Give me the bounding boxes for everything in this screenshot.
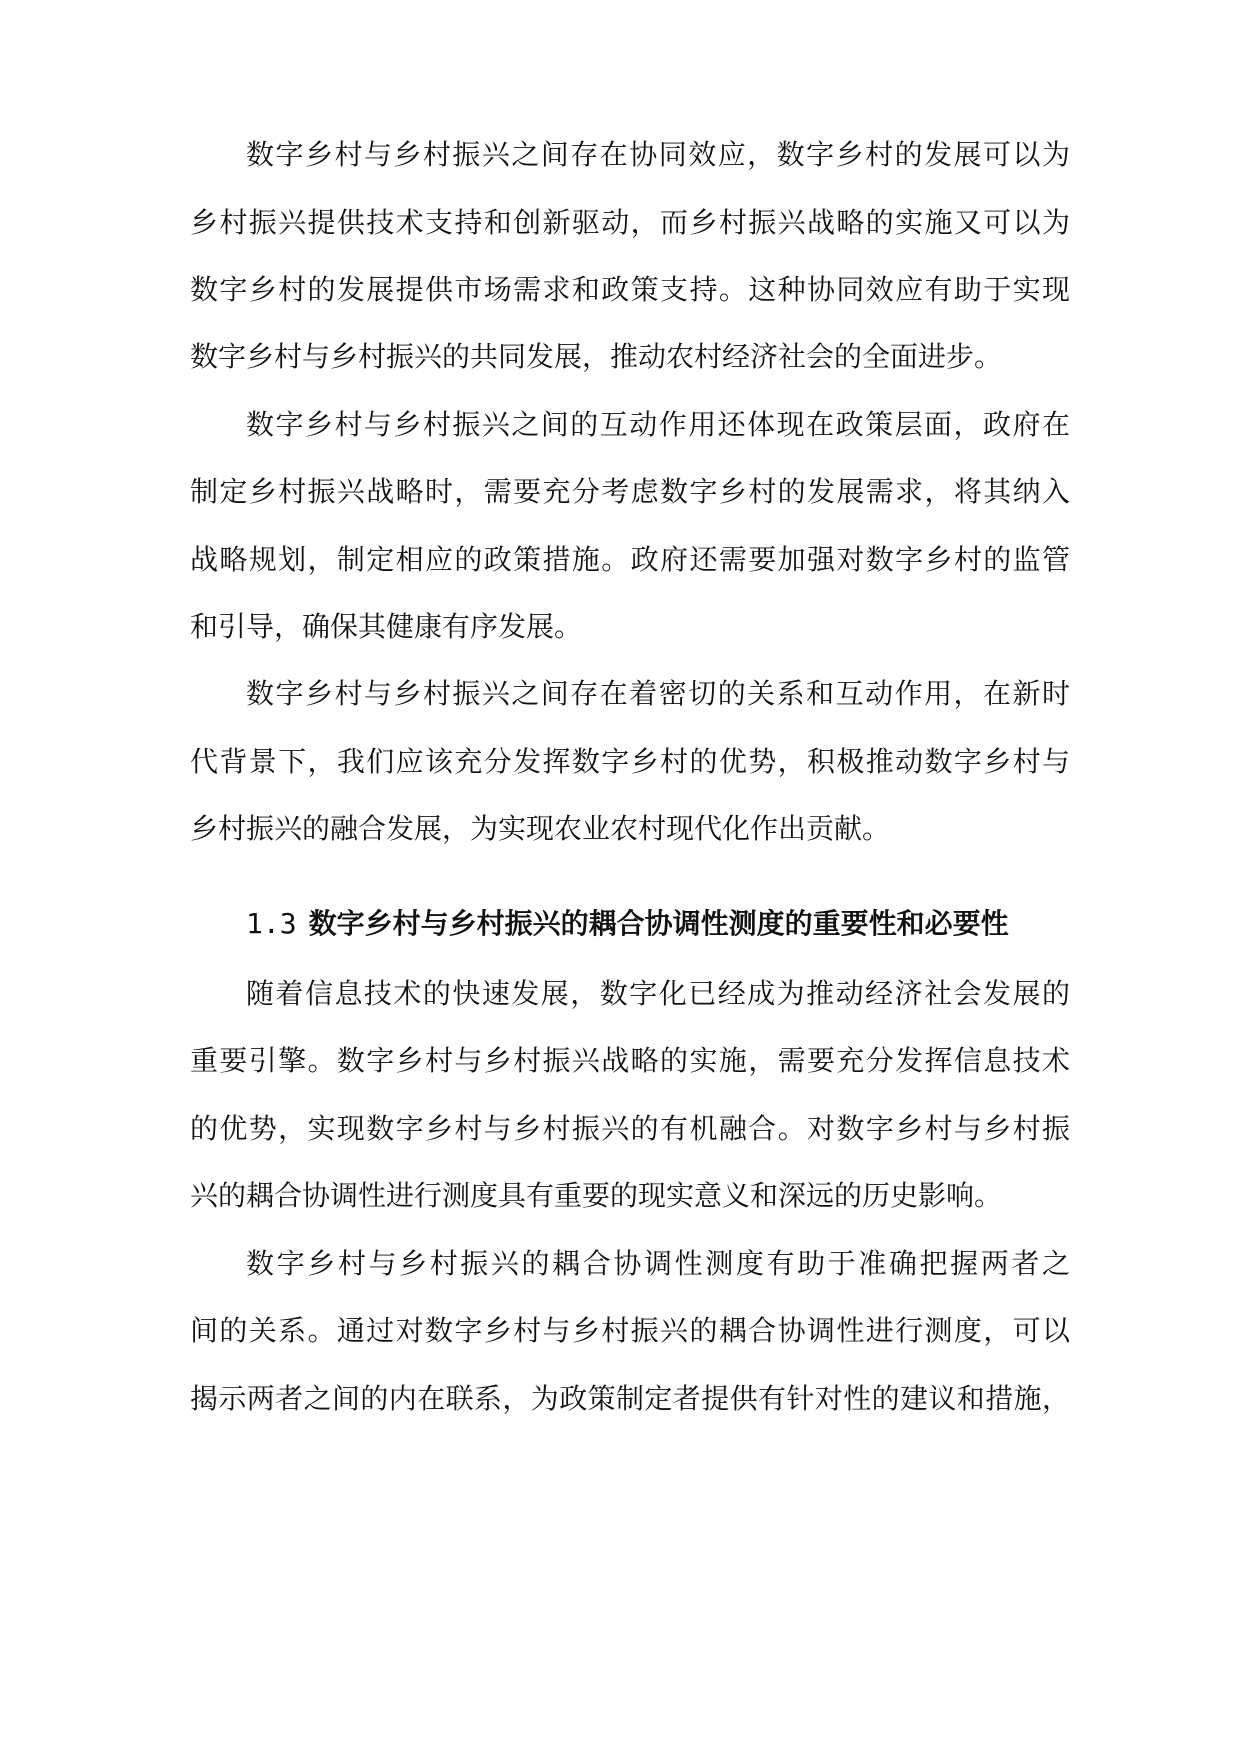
paragraph-line: 数字乡村与乡村振兴之间存在协同效应，数字乡村的发展可以为 <box>246 138 1070 171</box>
paragraph-line: 兴的耦合协调性进行测度具有重要的现实意义和深远的历史影响。 <box>190 1179 1003 1212</box>
section-heading <box>246 904 1009 944</box>
paragraph-line: 乡村振兴的融合发展，为实现农业农村现代化作出贡献。 <box>190 812 891 845</box>
paragraph-line: 的优势，实现数字乡村与乡村振兴的有机融合。对数字乡村与乡村振 <box>190 1112 1070 1145</box>
section-title: 数字乡村与乡村振兴的耦合协调性测度的重要性和必要性 <box>308 907 1009 940</box>
paragraph-line: 数字乡村的发展提供市场需求和政策支持。这种协同效应有助于实现 <box>190 273 1070 306</box>
paragraph-line: 数字乡村与乡村振兴之间的互动作用还体现在政策层面，政府在 <box>246 408 1070 441</box>
paragraph-line: 战略规划，制定相应的政策措施。政府还需要加强对数字乡村的监管 <box>190 543 1070 576</box>
paragraph-line: 和引导，确保其健康有序发展。 <box>190 610 583 643</box>
paragraph-line: 数字乡村与乡村振兴之间存在着密切的关系和互动作用，在新时 <box>246 677 1070 710</box>
paragraph-line: 代背景下，我们应该充分发挥数字乡村的优势，积极推动数字乡村与 <box>190 745 1070 778</box>
paragraph-line: 数字乡村与乡村振兴的共同发展，推动农村经济社会的全面进步。 <box>190 340 1003 373</box>
paragraph-line: 制定乡村振兴战略时，需要充分考虑数字乡村的发展需求，将其纳入 <box>190 475 1070 508</box>
section-number: 1.3 <box>246 907 297 940</box>
paragraph-line: 重要引擎。数字乡村与乡村振兴战略的实施，需要充分发挥信息技术 <box>190 1044 1070 1077</box>
paragraph-line: 间的关系。通过对数字乡村与乡村振兴的耦合协调性进行测度，可以 <box>190 1314 1070 1347</box>
paragraph-line: 乡村振兴提供技术支持和创新驱动，而乡村振兴战略的实施又可以为 <box>190 206 1070 239</box>
paragraph-line: 揭示两者之间的内在联系，为政策制定者提供有针对性的建议和措施， <box>190 1382 1070 1415</box>
paragraph-line: 数字乡村与乡村振兴的耦合协调性测度有助于准确把握两者之 <box>246 1247 1070 1280</box>
paragraph-line: 随着信息技术的快速发展，数字化已经成为推动经济社会发展的 <box>246 977 1070 1010</box>
